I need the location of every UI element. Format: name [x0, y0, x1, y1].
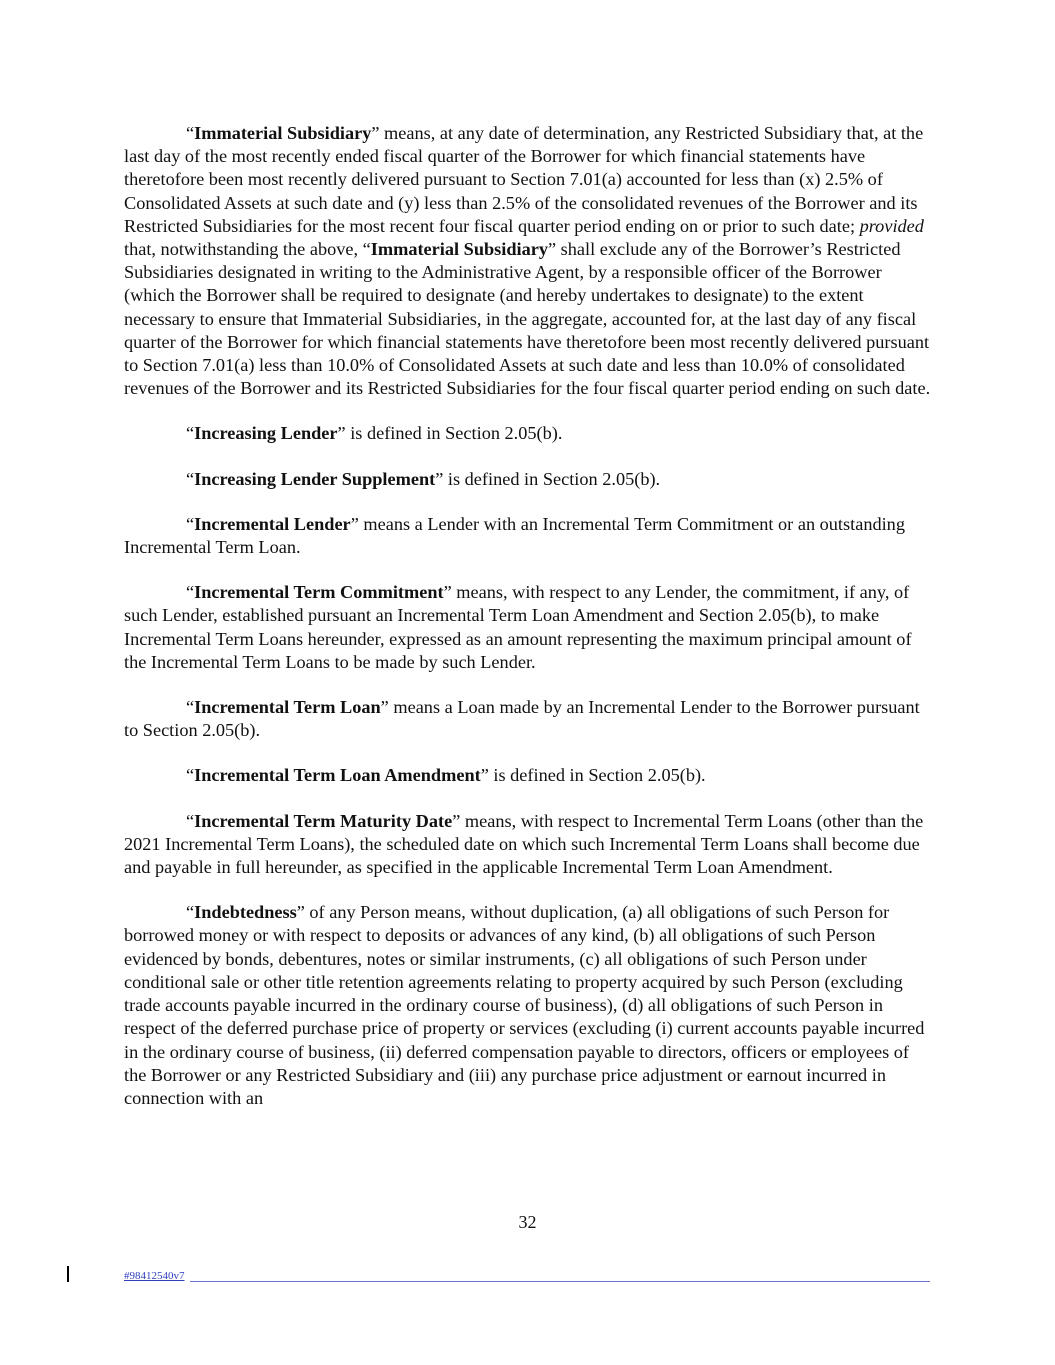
defined-term: Immaterial Subsidiary — [370, 239, 548, 260]
definition-immaterial-subsidiary: “Immaterial Subsidiary” means, at any date of determination, any Restricted Subsidiary that, at the last day of the most recently ended fiscal quarter of the Borrower for which financial statements have theretofore been most recently delivered pursuant to Section 7.01(a) accounted for less than (x) 2.5% of Consolidated Assets at such date and (y) less than 2.5% of the consolidated revenues of the Borrower and its Restricted Subsidiaries for the most recent four fiscal quarter period ending on or prior to such date; provided that, notwithstanding the above, “Immaterial Subsidiary” shall exclude any of the Borrower’s Restricted Subsidiaries designated in writing to the Administrative Agent, by a responsible officer of the Borrower (which the Borrower shall be required to designate (and hereby undertakes to designate) to the extent necessary to ensure that Immaterial Subsidiaries, in the aggregate, accounted for, at the last day of any fiscal quarter of the Borrower for which financial statements have theretofore been most recently delivered pursuant to Section 7.01(a) less than 10.0% of Consolidated Assets at such date and less than 10.0% of consolidated revenues of the Borrower and its Restricted Subsidiaries for the four fiscal quarter period ending on such date. — [124, 123, 931, 399]
definition-incremental-term-loan-amendment: “Incremental Term Loan Amendment” is defined in Section 2.05(b). — [186, 765, 706, 786]
defined-term: Incremental Term Loan — [194, 697, 381, 718]
defined-term: Indebtedness — [194, 902, 297, 923]
definition-incremental-term-maturity-date: “Incremental Term Maturity Date” means, with respect to Incremental Term Loans (other than the 2021 Incremental Term Loans), the scheduled date on which such Incremental Term Loans shall become due and payable in full hereunder, as specified in the applicable Incremental Term Loan Amendment. — [124, 810, 924, 878]
document-id: #98412540v7 — [124, 1270, 185, 1282]
change-bar — [67, 1266, 69, 1282]
footer-rule — [190, 1281, 930, 1282]
defined-term: Incremental Term Maturity Date — [194, 810, 453, 831]
defined-term: Incremental Lender — [194, 513, 351, 534]
page-number: 32 — [518, 1212, 537, 1232]
defined-term: Incremental Term Loan Amendment — [194, 765, 481, 786]
definition-incremental-term-commitment: “Incremental Term Commitment” means, with respect to any Lender, the commitment, if any, of such Lender, established pursuant an Incremental Term Loan Amendment and Section 2.05(b), to make Incremental Term Loans hereunder, expressed as an amount representing the maximum principal amount of the Incremental Term Loans to be made by such Lender. — [124, 582, 912, 672]
defined-term: Incremental Term Commitment — [194, 582, 444, 603]
defined-term: Immaterial Subsidiary — [194, 123, 372, 143]
definition-incremental-lender: “Incremental Lender” means a Lender with an Incremental Term Commitment or an outstanding Incremental Term Loan. — [124, 513, 905, 558]
definition-indebtedness: “Indebtedness” of any Person means, without duplication, (a) all obligations of such Person for borrowed money or with respect to deposits or advances of any kind, (b) all obligations of such Person evidenced by bonds, debentures, notes or similar instruments, (c) all obligations of such Person under conditional sale or other title retention agreements relating to property acquired by such Person (excluding trade accounts payable incurred in the ordinary course of business), (d) all obligations of such Person in respect of the deferred purchase price of property or services (excluding (i) current accounts payable incurred in the ordinary course of business, (ii) deferred compensation payable to directors, officers or employees of the Borrower or any Restricted Subsidiary and (iii) any purchase price adjustment or earnout incurred in connection with an — [124, 902, 925, 1108]
provided-italic: provided — [859, 215, 924, 236]
defined-term: Increasing Lender Supplement — [194, 468, 436, 489]
defined-term: Increasing Lender — [194, 423, 338, 444]
definition-increasing-lender: “Increasing Lender” is defined in Section 2.05(b). — [186, 423, 563, 444]
definition-increasing-lender-supplement: “Increasing Lender Supplement” is defined in Section 2.05(b). — [186, 468, 661, 489]
definition-incremental-term-loan: “Incremental Term Loan” means a Loan made by an Incremental Lender to the Borrower pursuant to Section 2.05(b). — [124, 697, 920, 741]
document-body — [124, 122, 934, 1132]
